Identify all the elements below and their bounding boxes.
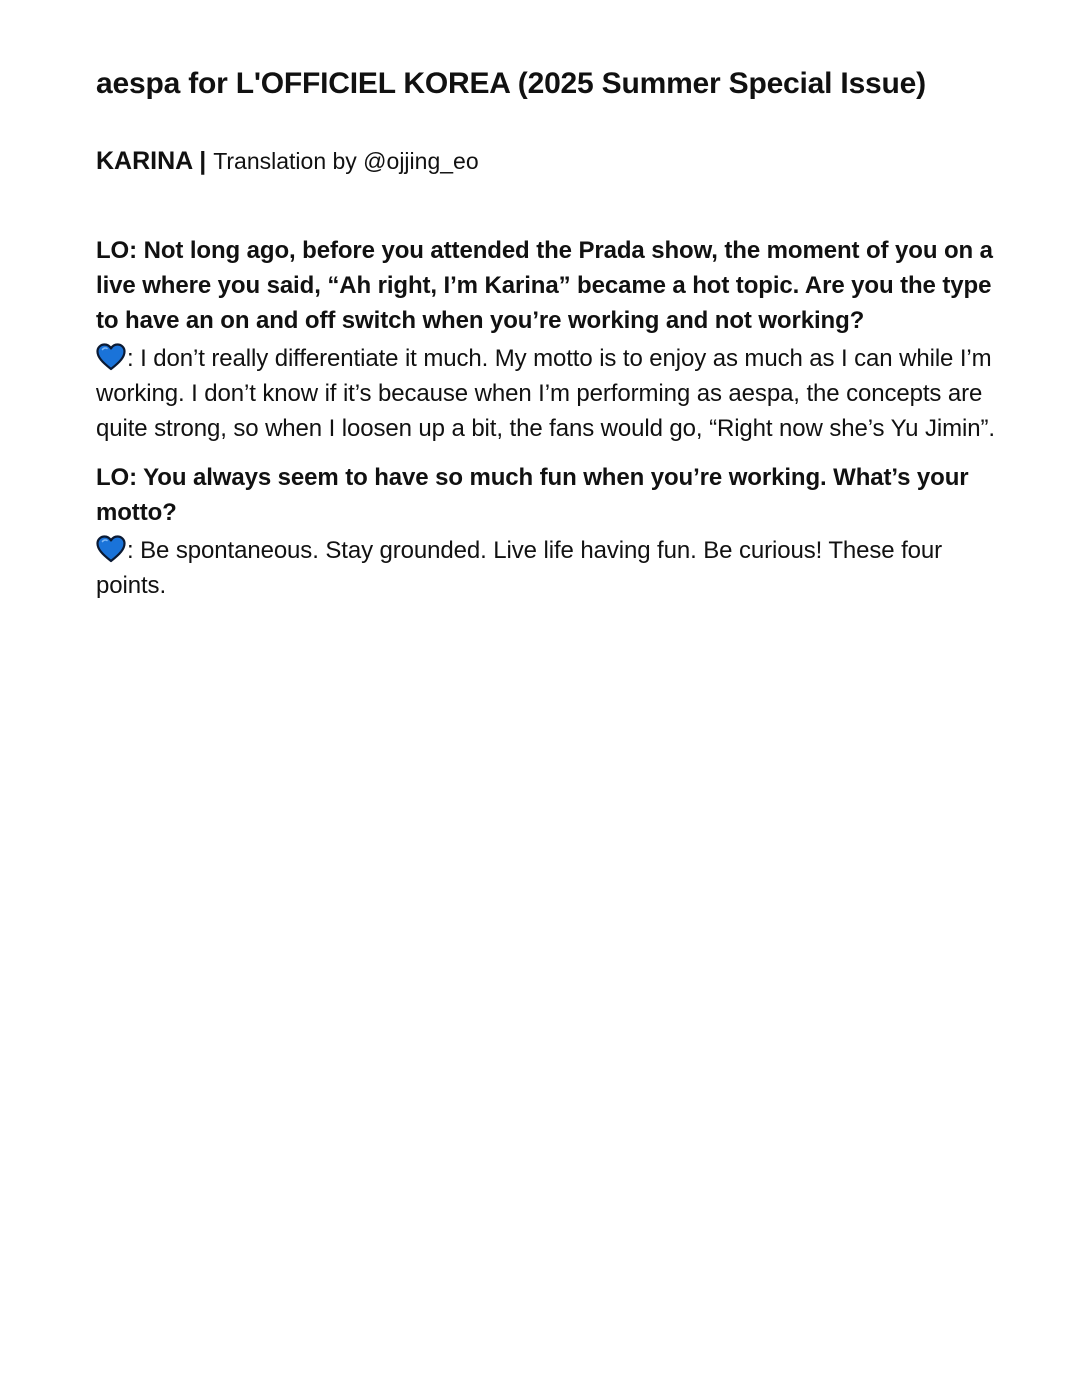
question-text: LO: Not long ago, before you attended the Prada show, the moment of you on a live where you said, “Ah right, I’m Karina” became a hot topic. Are you the type to have an on and off switch when you’re working and not working?: [96, 237, 993, 334]
question-text: LO: You always seem to have so much fun when you’re working. What’s your motto?: [96, 464, 969, 526]
blue-heart-icon: [96, 343, 126, 371]
byline-separator: |: [192, 147, 214, 175]
answer-paragraph: [96, 341, 1016, 446]
byline: [96, 144, 1016, 179]
answer-text: : I don’t really differentiate it much. My motto is to enjoy as much as I can while I’m working. I don’t know if it’s because when I’m performing as aespa, the concepts are quite strong, so when I loosen up a bit, the fans would go, “Right now she’s Yu Jimin”.: [96, 345, 995, 442]
translation-credit: Translation by @ojjing_eo: [213, 148, 479, 174]
qa-item: [96, 460, 1016, 603]
blue-heart-icon: [96, 535, 126, 563]
qa-item: [96, 233, 1016, 446]
answer-text: : Be spontaneous. Stay grounded. Live life having fun. Be curious! These four points.: [96, 537, 943, 599]
interview-body: [96, 233, 1016, 617]
member-name: KARINA: [96, 147, 193, 175]
document-title: aespa for L'OFFICIEL KOREA (2025 Summer Special Issue): [96, 67, 926, 100]
answer-paragraph: [96, 533, 1016, 603]
